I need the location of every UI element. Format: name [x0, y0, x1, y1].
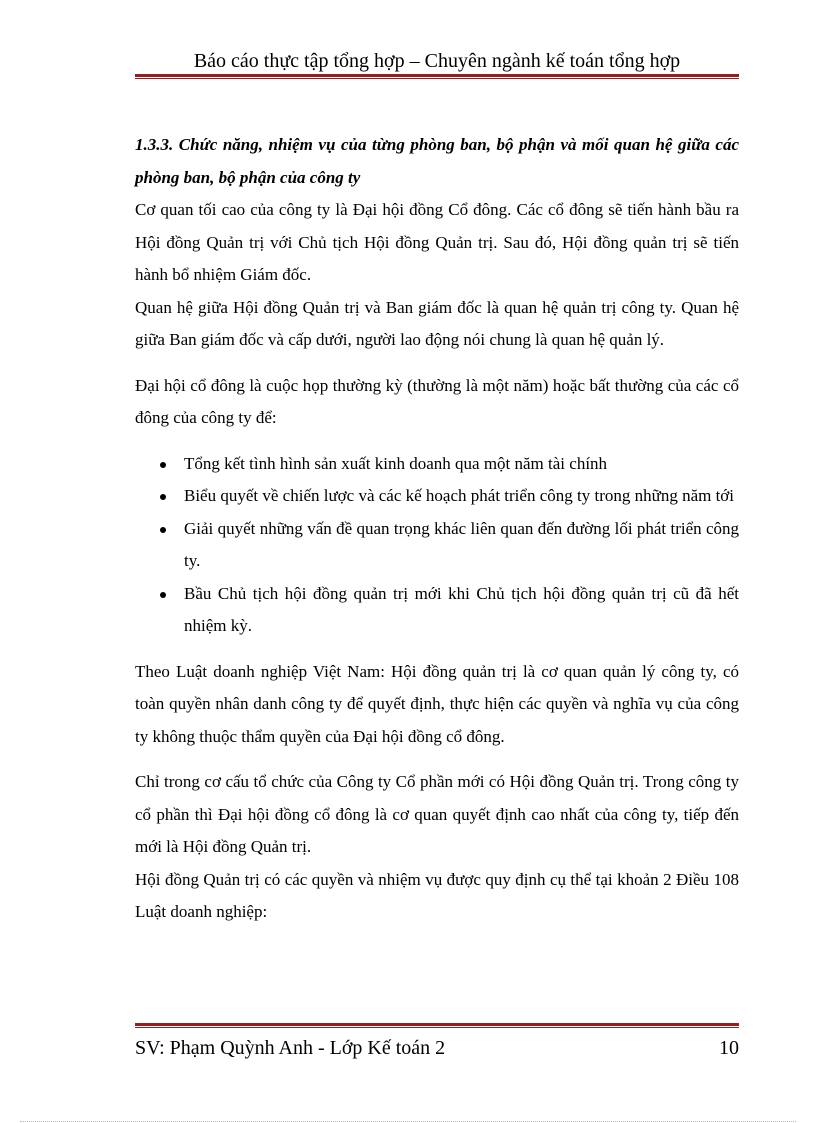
- bullet-icon: [160, 592, 166, 598]
- bullet-icon: [160, 462, 166, 468]
- paragraph-5: Chỉ trong cơ cấu tổ chức của Công ty Cổ phần mới có Hội đồng Quản trị. Trong công ty cổ phần thì Đại hội đồng cổ đông là cơ quan quyết định cao nhất của công ty, tiếp đến mới là Hội đồng Quản trị.: [135, 772, 739, 856]
- footer-rule: [135, 1023, 739, 1028]
- page-body: [135, 129, 739, 929]
- header-title: Báo cáo thực tập tổng hợp – Chuyên ngành kế toán tổng hợp: [193, 50, 681, 72]
- paragraph-4: Theo Luật doanh nghiệp Việt Nam: Hội đồng quản trị là cơ quan quản lý công ty, có toàn quyền nhân danh công ty để quyết định, thực hiện các quyền và nghĩa vụ của công ty không thuộc thẩm quyền của Đại hội đồng cổ đông.: [135, 661, 739, 746]
- page-number: 10: [719, 1037, 739, 1059]
- header-rule: [135, 74, 739, 79]
- bullet-icon: [160, 494, 166, 500]
- page-bottom-divider: [20, 1121, 796, 1122]
- bullet-list: [135, 448, 739, 643]
- paragraph-1: Cơ quan tối cao của công ty là Đại hội đồng Cổ đông. Các cổ đông sẽ tiến hành bầu ra Hội đồng Quản trị với Chủ tịch Hội đồng Quản trị. Sau đó, Hội đồng quản trị sẽ tiến hành bổ nhiệm Giám đốc.: [135, 200, 739, 284]
- bullet-item: Tổng kết tình hình sản xuất kinh doanh qua một năm tài chính: [135, 448, 739, 481]
- paragraph-6: Hội đồng Quản trị có các quyền và nhiệm vụ được quy định cụ thể tại khoản 2 Điều 108 Luật doanh nghiệp:: [135, 869, 739, 921]
- section-heading: 1.3.3. Chức năng, nhiệm vụ của từng phòng ban, bộ phận và mối quan hệ giữa các phòng ban, bộ phận của công ty: [135, 135, 739, 187]
- paragraph-3: Đại hội cổ đông là cuộc họp thường kỳ (thường là một năm) hoặc bất thường của các cổ đông của công ty để:: [135, 375, 739, 427]
- bullet-icon: [160, 527, 166, 533]
- paragraph-2: Quan hệ giữa Hội đồng Quản trị và Ban giám đốc là quan hệ quản trị công ty. Quan hệ giữa Ban giám đốc và cấp dưới, người lao động nói chung là quan hệ quản lý.: [135, 297, 739, 349]
- bullet-item: Biểu quyết về chiến lược và các kế hoạch phát triển công ty trong những năm tới: [135, 480, 739, 513]
- footer-author: SV: Phạm Quỳnh Anh - Lớp Kế toán 2: [135, 1037, 446, 1059]
- bullet-item: Bầu Chủ tịch hội đồng quản trị mới khi Chủ tịch hội đồng quản trị cũ đã hết nhiệm kỳ.: [135, 578, 739, 643]
- bullet-item: Giải quyết những vấn đề quan trọng khác liên quan đến đường lối phát triển công ty.: [135, 513, 739, 578]
